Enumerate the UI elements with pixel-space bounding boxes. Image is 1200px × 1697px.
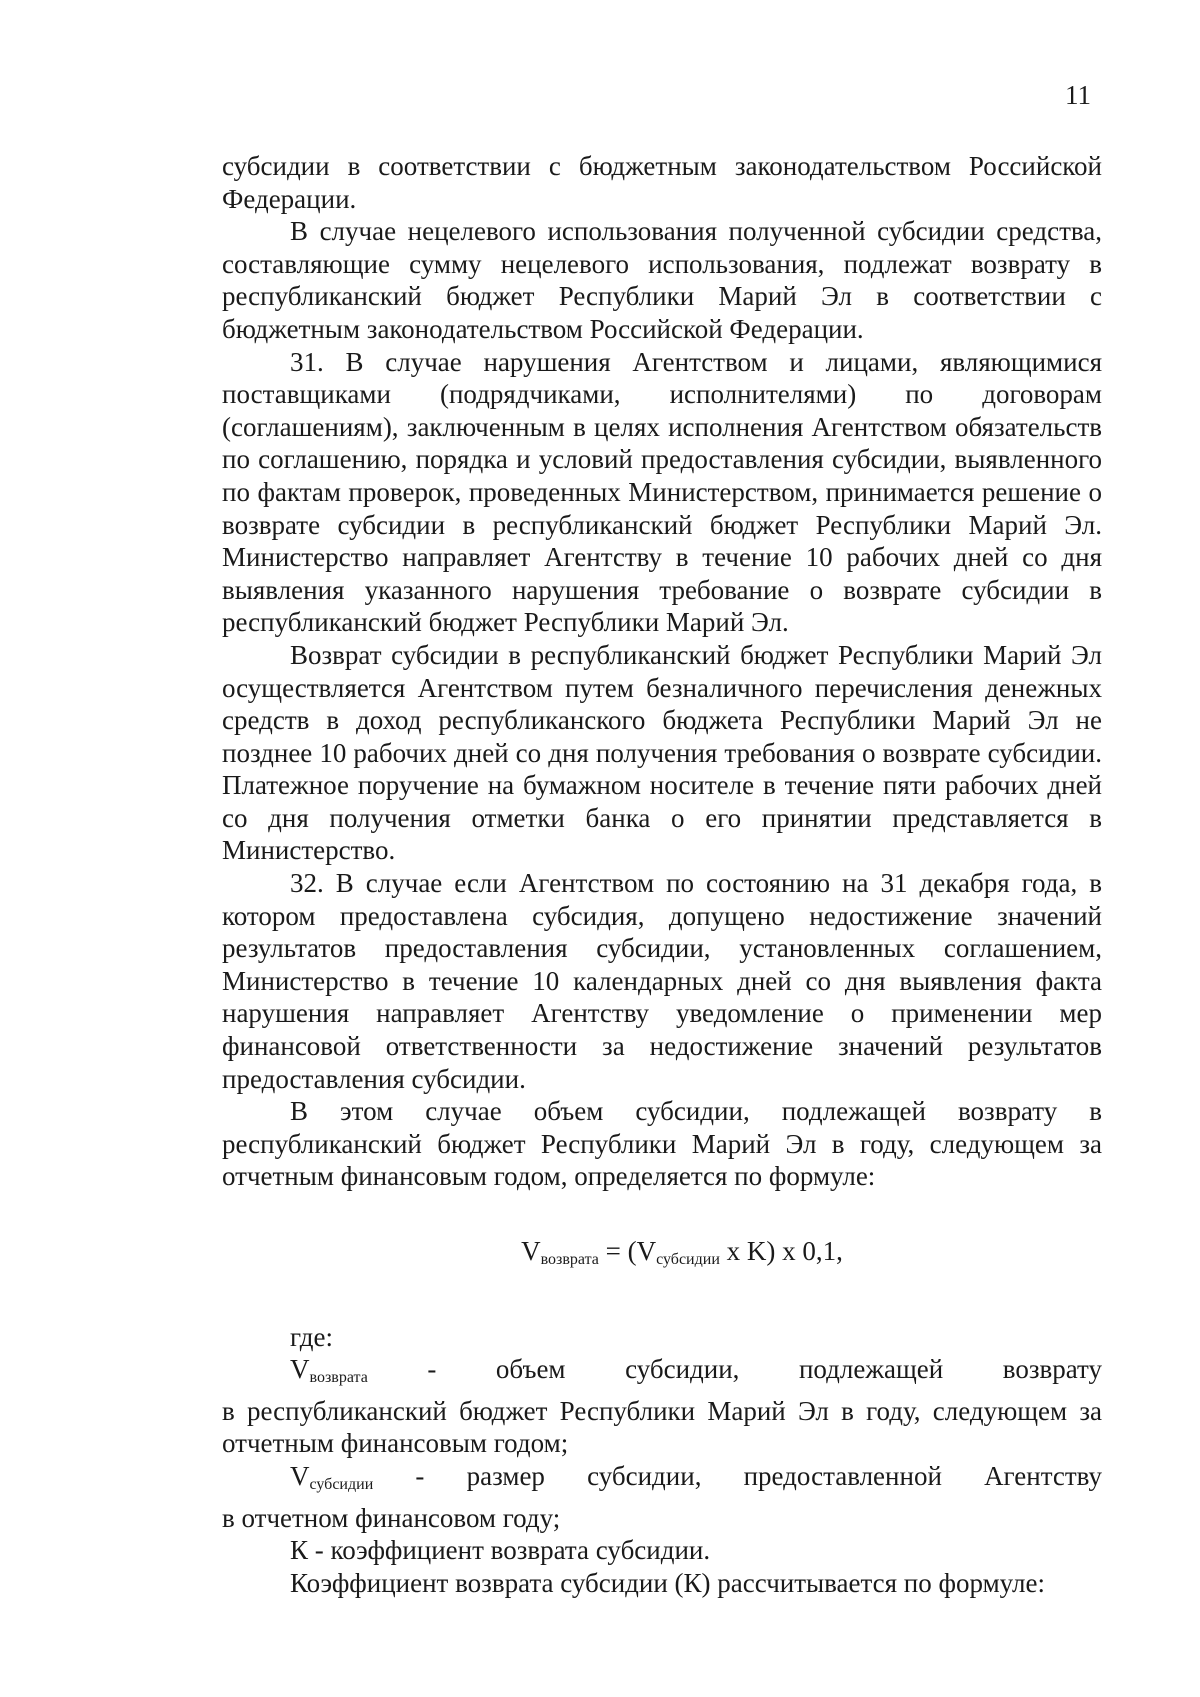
document-body [222, 150, 1102, 1599]
paragraph-5: 32. В случае если Агентством по состоянию на 31 декабря года, в котором предоставлена субсидия, допущено недостижение значений результатов предоставления субсидии, установленных соглашением, Министерство в течение 10 календарных дней со дня выявления факта нарушения направляет Агентству уведомление о применении мер финансовой ответственности за недостижение значений результатов предоставления субсидии. [222, 868, 1102, 1094]
paragraph-3: 31. В случае нарушения Агентством и лицами, являющимися поставщиками (подрядчиками, исполнителями) по договорам (соглашениям), заключенным в целях исполнения Агентством обязательств по соглашению, порядка и условий предоставления субсидии, выявленного по фактам проверок, проведенных Министерством, принимается решение о возврате субсидии в республиканский бюджет Республики Марий Эл. Министерство направляет Агентству в течение 10 рабочих дней со дня выявления указанного нарушения требование о возврате субсидии в республиканский бюджет Республики Марий Эл. [222, 346, 1102, 638]
definition-word: предоставленной [743, 1460, 942, 1491]
definition-word: подлежащей [798, 1354, 944, 1385]
definition-word: возврату [1002, 1354, 1102, 1385]
formula-lhs-sub: возврата [540, 1251, 599, 1268]
formula-equals: = (V [598, 1236, 657, 1266]
formula-rhs-sub: субсидии [656, 1251, 720, 1268]
formula-tail: x K) x 0,1, [719, 1236, 843, 1266]
paragraph-2: В случае нецелевого использования полученной субсидии средства, составляющие сумму нецелевого использования, подлежат возврату в республиканский бюджет Республики Марий Эл в соответствии с бюджетным законодательством Российской Федерации. [222, 216, 1102, 344]
definition-v-subsidy-rest: в отчетном финансовом году; [222, 1502, 561, 1533]
definition-dash: - [415, 1460, 425, 1491]
definition-k: К - коэффициент возврата субсидии. [290, 1535, 711, 1566]
where-label: где: [290, 1321, 333, 1352]
definition-v-return-symbol: $V_{возврата}$ [290, 1354, 368, 1387]
formula [222, 1235, 1102, 1277]
definition-word: Агентству [984, 1460, 1102, 1491]
paragraph-6: В этом случае объем субсидии, подлежащей возврату в республиканский бюджет Республики Марий Эл в году, следующем за отчетным финансовым годом, определяется по формуле: [222, 1096, 1102, 1192]
definition-dash: - [427, 1354, 437, 1385]
definition-v-return-line [222, 1353, 1102, 1395]
definition-v-subsidy-symbol: $V_{субсидии}$ [290, 1460, 374, 1493]
paragraph-1: субсидии в соответствии с бюджетным законодательством Российской Федерации. [222, 151, 1102, 214]
paragraph-4: Возврат субсидии в республиканский бюджет Республики Марий Эл осуществляется Агентством путем безналичного перечисления денежных средств в доход республиканского бюджета Республики Марий Эл не позднее 10 рабочих дней со дня получения требования о возврате субсидии. Платежное поручение на бумажном носителе в течение пяти рабочих дней со дня получения отметки банка о его принятии представляется в Министерство. [222, 639, 1102, 866]
page-number: 11 [1065, 80, 1091, 110]
definition-word: объем [495, 1354, 566, 1385]
definition-v-subsidy-line [222, 1460, 1102, 1502]
definition-v-return-rest: в республиканский бюджет Республики Марий Эл в году, следующем за отчетным финансовым годом; [222, 1395, 1102, 1459]
definition-word: субсидии, [587, 1460, 702, 1491]
definition-word: размер [466, 1460, 545, 1491]
formula-lhs-symbol: V [521, 1236, 541, 1266]
definition-word: субсидии, [625, 1354, 740, 1385]
closing-line: Коэффициент возврата субсидии (К) рассчитывается по формуле: [290, 1567, 1045, 1598]
